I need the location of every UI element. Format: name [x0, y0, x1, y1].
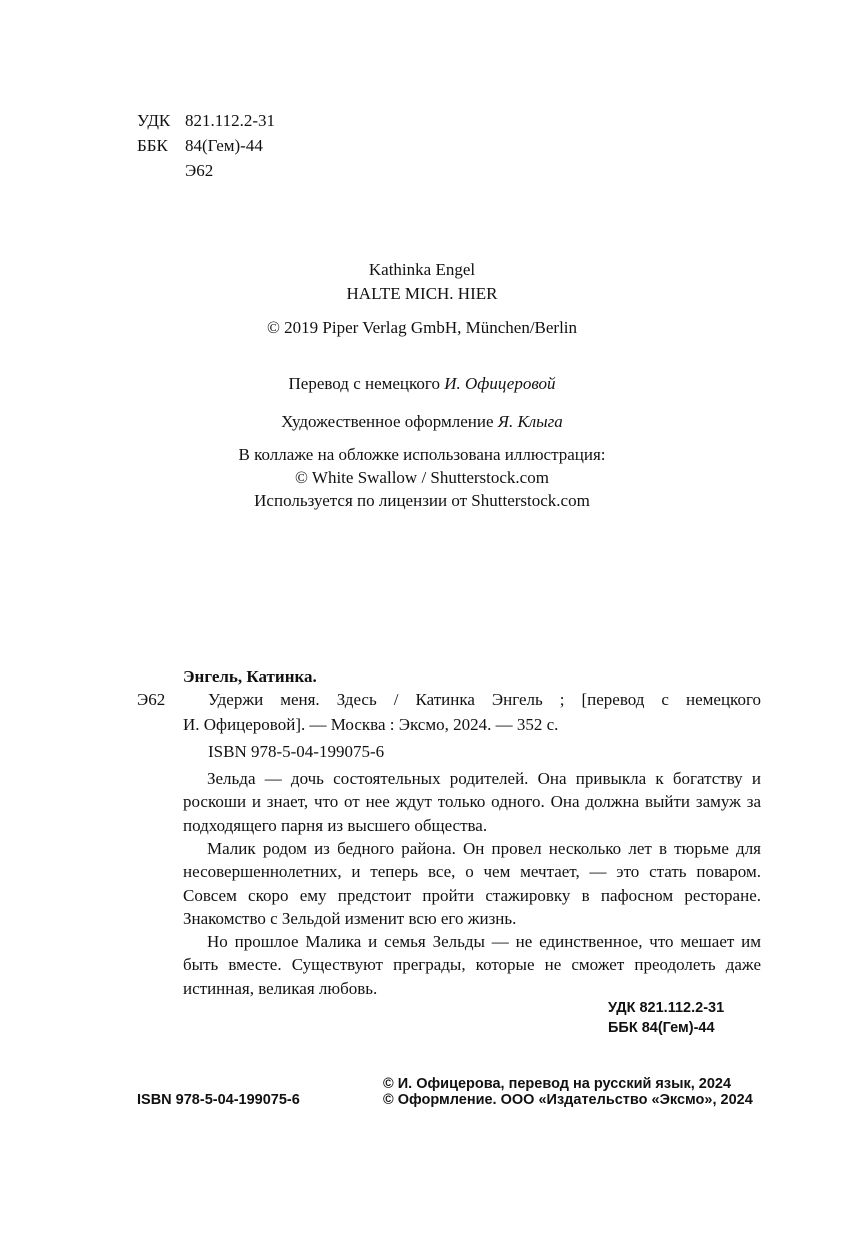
footer-udk: УДК 821.112.2-31: [608, 1000, 725, 1016]
catalog-description-line2: И. Офицеровой]. — Москва : Эксмо, 2024. — 352 с.: [183, 715, 559, 734]
catalog-description-line1: Удержи меня. Здесь / Катинка Энгель ; [перевод с немецкого: [208, 690, 761, 709]
original-author: Kathinka Engel: [368, 260, 476, 279]
bbk-row: [137, 133, 437, 158]
bbk-label: ББК: [137, 136, 168, 155]
classification-codes: [137, 108, 437, 183]
annotation-paragraph-2: Малик родом из бедного района. Он провел несколько лет в тюрьме для несовершеннолетних, и теперь все, о чем мечтает, — это стать поваром. Совсем скоро ему предстоит пройти стажировку в пафосном ресторане. Знакомство с Зельдой изменит всю его жизнь.: [183, 839, 761, 928]
udk-label: УДК: [137, 111, 171, 130]
author-sign: Э62: [185, 161, 214, 180]
author-sign-row: [137, 158, 437, 183]
catalog-isbn: ISBN 978-5-04-199075-6: [208, 742, 385, 761]
translation-label: Перевод с немецкого: [288, 374, 440, 393]
design-label: Художественное оформление: [281, 412, 494, 431]
catalog-sign: Э62: [137, 690, 166, 709]
designer-name: Я. Клыга: [497, 412, 563, 431]
footer-copyright-translation: © И. Офицерова, перевод на русский язык, 2024: [383, 1076, 732, 1092]
annotation-paragraph-3: Но прошлое Малика и семья Зельды — не единственное, что мешает им быть вместе. Существуют преграды, которые не сможет преодолеть даже истинная, великая любовь.: [183, 932, 761, 998]
illustration-credit-line3: Используется по лицензии от Shutterstock.com: [254, 491, 590, 510]
footer-copyright-design: © Оформление. ООО «Издательство «Эксмо», 2024: [383, 1092, 753, 1108]
illustration-credit-line1: В коллаже на обложке использована иллюстрация:: [238, 445, 606, 464]
translation-credit: [0, 372, 844, 396]
illustration-credit-line2: © White Swallow / Shutterstock.com: [295, 468, 549, 487]
catalog-heading: Энгель, Катинка.: [183, 667, 317, 686]
bbk-value: 84(Гем)-44: [185, 136, 263, 155]
footer-bbk: ББК 84(Гем)-44: [608, 1020, 715, 1036]
design-credit: [0, 410, 844, 434]
udk-value: 821.112.2-31: [185, 111, 276, 130]
udk-row: [137, 108, 437, 133]
translator-name: И. Офицеровой: [444, 374, 556, 393]
footer-isbn: ISBN 978-5-04-199075-6: [137, 1092, 300, 1108]
original-copyright: © 2019 Piper Verlag GmbH, München/Berlin: [266, 318, 578, 337]
annotation-paragraph-1: Зельда — дочь состоятельных родителей. Она привыкла к богатству и роскоши и знает, что от нее ждут только одного. Она должна выйти замуж за подходящего парня из высшего общества.: [183, 769, 761, 835]
original-title: HALTE MICH. HIER: [346, 284, 498, 303]
